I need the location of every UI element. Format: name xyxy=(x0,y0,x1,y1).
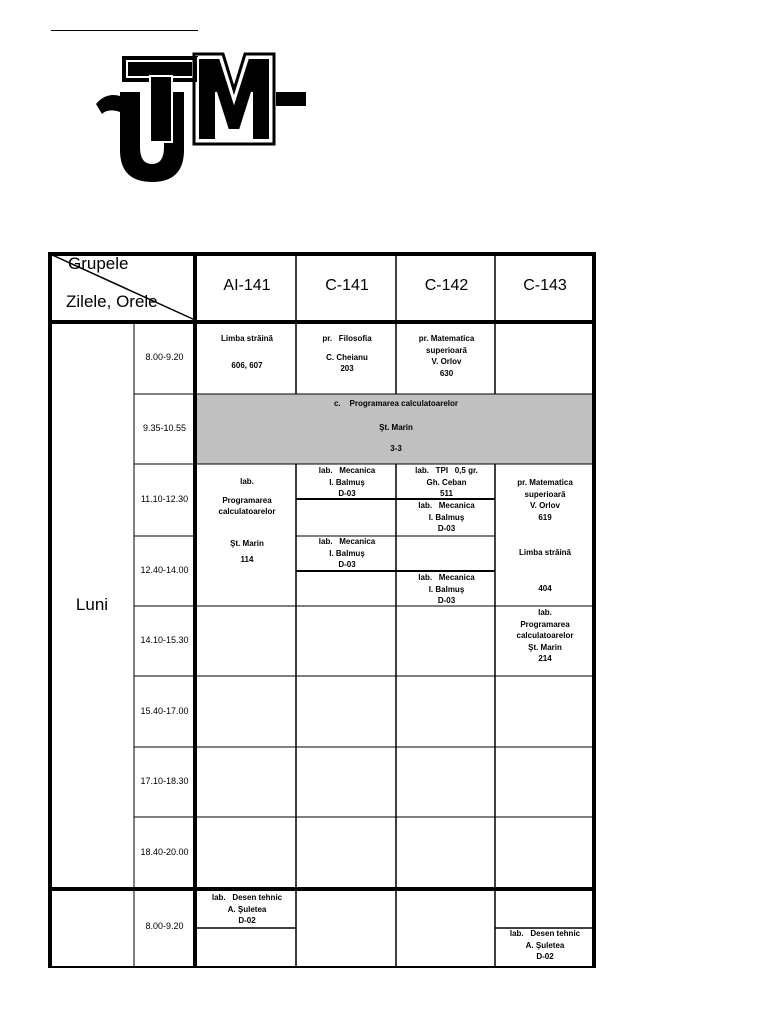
class-line: 511 xyxy=(440,489,453,498)
class-line: Gh. Ceban xyxy=(426,477,467,487)
class-cell xyxy=(496,547,594,594)
class-line: lab. Mecanica xyxy=(318,466,376,475)
class-line: I. Balmuş xyxy=(329,477,365,487)
class-line: I. Balmuş xyxy=(428,584,465,594)
group-header-ai-141: AI-141 xyxy=(223,277,271,295)
class-line: superioară xyxy=(426,345,467,355)
class-cell xyxy=(197,892,297,927)
time-slot-1: 8.00-9.20 xyxy=(145,352,184,363)
class-line: 630 xyxy=(439,368,454,378)
class-line: 606, 607 xyxy=(231,360,263,370)
class-line: lab. TPI 0,5 gr. xyxy=(415,466,478,475)
class-cell xyxy=(496,477,594,523)
group-header-c-141: C-141 xyxy=(325,277,369,295)
day-label-luni: Luni xyxy=(75,595,109,615)
time-slot-2: 9.35-10.55 xyxy=(142,423,187,434)
class-line: D-03 xyxy=(437,596,456,605)
class-line: lab. Mecanica xyxy=(418,573,475,582)
class-cell xyxy=(397,333,496,379)
time-slot-7: 17.10-18.30 xyxy=(140,776,189,787)
class-line: 3-3 xyxy=(390,444,402,453)
class-cell xyxy=(397,465,496,500)
class-cell xyxy=(297,536,397,571)
header-rule xyxy=(51,30,198,31)
class-line: 214 xyxy=(538,654,552,663)
group-header-c-143: C-143 xyxy=(523,277,567,295)
class-cell xyxy=(397,500,496,535)
class-line: calculatoarelor xyxy=(218,507,276,516)
class-line: I. Balmuş xyxy=(428,512,465,522)
class-line: Şt. Marin xyxy=(528,642,562,652)
time-slot-3: 11.10-12.30 xyxy=(140,494,189,505)
class-line: Limba străină xyxy=(518,548,571,557)
class-line: lab. xyxy=(538,608,552,617)
class-line: Şt. Marin xyxy=(379,422,413,432)
class-line: Limba străină xyxy=(220,334,273,343)
class-line: A. Şuletea xyxy=(525,940,565,950)
group-header-c-142: C-142 xyxy=(424,277,469,295)
class-line: D-03 xyxy=(338,489,356,498)
class-cell xyxy=(197,476,297,566)
class-line: A. Şuletea xyxy=(227,904,267,914)
time-slot-8: 18.40-20.00 xyxy=(140,847,189,858)
class-line: pr. Matematica xyxy=(517,478,573,487)
class-line: lab. Mecanica xyxy=(318,537,376,546)
class-line: 114 xyxy=(240,555,254,564)
corner-bottom-label: Zilele, Orele xyxy=(66,292,158,311)
class-line: c. Programarea calculatoarelor xyxy=(333,399,459,408)
class-line: C. Cheianu xyxy=(326,352,368,362)
class-line: 203 xyxy=(340,364,354,373)
class-line: D-02 xyxy=(238,916,256,925)
class-cell xyxy=(297,465,397,500)
class-line: pr. Filosofia xyxy=(322,334,372,343)
class-cell xyxy=(397,572,496,607)
class-line: lab. xyxy=(240,477,254,486)
time-slot-4: 12.40-14.00 xyxy=(140,565,189,576)
time-slot-9: 8.00-9.20 xyxy=(145,921,184,932)
class-line: pr. Matematica xyxy=(418,334,475,343)
class-line: 619 xyxy=(538,512,552,522)
class-line: I. Balmuş xyxy=(329,548,365,558)
class-line: lab. Mecanica xyxy=(418,501,475,510)
class-line: V. Orlov xyxy=(530,501,560,510)
class-cell-merged xyxy=(197,398,595,455)
class-cell xyxy=(197,333,297,371)
class-line: lab. Desen tehnic xyxy=(211,893,283,902)
class-cell xyxy=(496,928,594,963)
class-line: 404 xyxy=(538,583,552,593)
class-cell xyxy=(297,333,397,375)
class-line: Şt. Marin xyxy=(230,538,264,548)
class-line: superioară xyxy=(524,489,566,499)
time-slot-5: 14.10-15.30 xyxy=(140,635,189,646)
corner-top-label: Grupele xyxy=(68,254,129,273)
class-line: calculatoarelor xyxy=(516,631,574,640)
class-line: lab. Desen tehnic xyxy=(509,929,581,938)
utm-logo xyxy=(92,52,312,187)
class-line: Programarea xyxy=(520,619,570,629)
class-line: D-03 xyxy=(437,524,456,533)
class-cell xyxy=(496,607,594,665)
class-line: D-02 xyxy=(536,952,554,961)
time-slot-6: 15.40-17.00 xyxy=(140,705,189,716)
class-line: D-03 xyxy=(338,560,356,569)
class-line: Programarea xyxy=(222,495,272,505)
class-line: V. Orlov xyxy=(431,357,462,366)
